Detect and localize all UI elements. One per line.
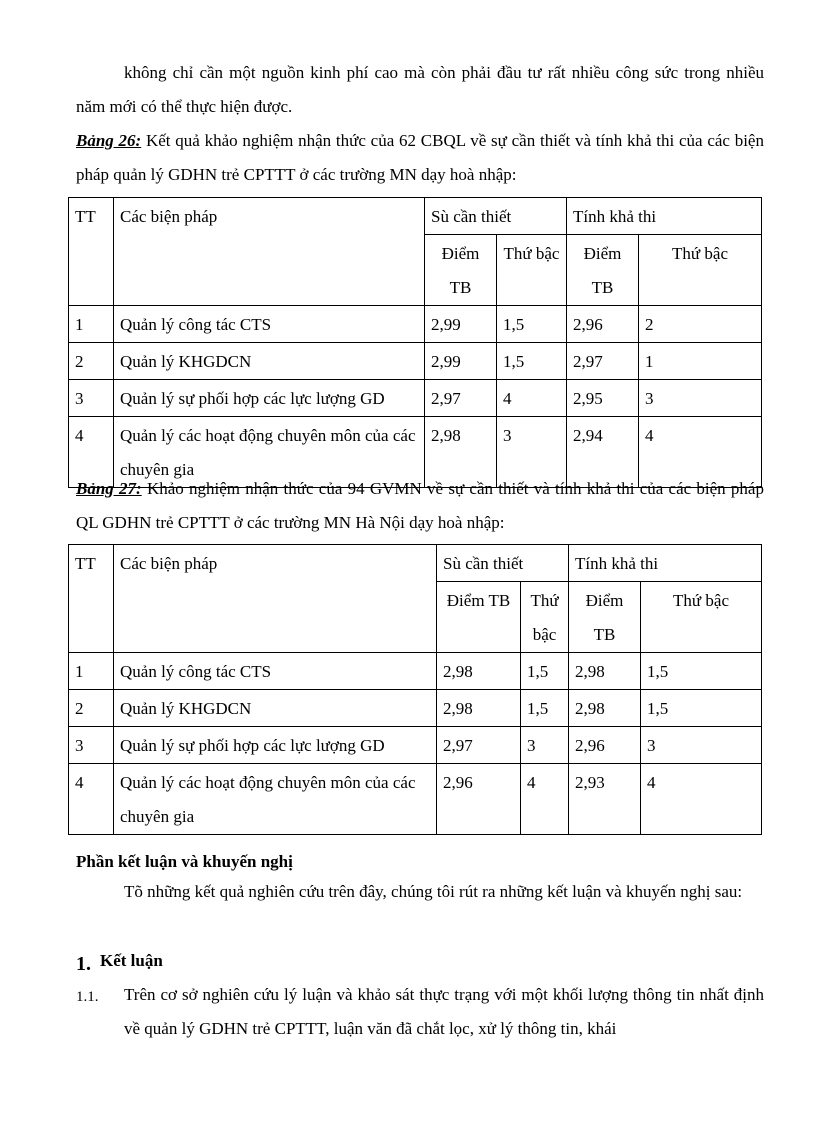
table26-header-feasibility: Tính khả thi (567, 198, 762, 235)
table-cell-rank: 1,5 (641, 653, 762, 690)
table-row (69, 653, 762, 690)
table-cell-rank: 3 (521, 727, 569, 764)
item-number: 1.1. (76, 989, 99, 1005)
table-cell-rank: 1 (639, 343, 762, 380)
table-cell-rank: 3 (497, 417, 567, 488)
table26-header-score2: Điểm TB (567, 235, 639, 306)
table-row (69, 343, 762, 380)
table-row (69, 380, 762, 417)
table27-header-rank1: Thứ bậc (521, 582, 569, 653)
table26 (68, 197, 762, 488)
table-cell-measure: Quản lý các hoạt động chuyên môn của các chuyên gia (114, 764, 437, 835)
table-cell-score: 2,96 (437, 764, 521, 835)
table-cell-score: 2,99 (425, 343, 497, 380)
table-cell-rank: 1,5 (497, 343, 567, 380)
table-cell-score: 2,94 (567, 417, 639, 488)
table-cell-tt: 3 (69, 727, 114, 764)
section-title: Kết luận (100, 951, 163, 970)
table-cell-tt: 1 (69, 306, 114, 343)
table-cell-measure: Quản lý KHGDCN (114, 690, 437, 727)
table-cell-rank: 4 (521, 764, 569, 835)
table-cell-rank: 3 (639, 380, 762, 417)
table-cell-measure: Quản lý KHGDCN (114, 343, 425, 380)
table26-header-rank1: Thứ bậc (497, 235, 567, 306)
table-cell-score: 2,97 (567, 343, 639, 380)
table26-caption-text: Kết quả khảo nghiệm nhận thức của 62 CBQL về sự cần thiết và tính khả thi của các biện pháp quản lý GDHN trẻ CPTTT ở các trường MN dạy hoà nhập: (76, 131, 764, 184)
table27-header-tt: TT (69, 545, 114, 653)
table-cell-rank: 4 (641, 764, 762, 835)
table-cell-tt: 4 (69, 417, 114, 488)
table-cell-score: 2,98 (425, 417, 497, 488)
table27-label: Bảng 27: (76, 479, 142, 498)
table26-header-score1: Điểm TB (425, 235, 497, 306)
table-cell-rank: 4 (639, 417, 762, 488)
table-cell-rank: 1,5 (497, 306, 567, 343)
table27-header-measures: Các biện pháp (114, 545, 437, 653)
conclusion-heading: Phần kết luận và khuyến nghị (76, 852, 293, 871)
intro-paragraph: không chỉ cần một nguồn kinh phí cao mà còn phải đầu tư rất nhiều công sức trong nhiều năm mới có thể thực hiện được. (76, 63, 764, 116)
table27-caption-text: Khảo nghiệm nhận thức của 94 GVMN về sự cần thiết và tính khả thi của các biện pháp QL GDHN trẻ CPTTT ở các trường MN Hà Nội dạy hoà nhập: (76, 479, 764, 532)
table26-header-tt: TT (69, 198, 114, 306)
table27-header-score2: Điểm TB (569, 582, 641, 653)
table-row (69, 764, 762, 835)
table-cell-score: 2,98 (437, 653, 521, 690)
table27-header-score1: Điểm TB (437, 582, 521, 653)
table-cell-tt: 4 (69, 764, 114, 835)
table-cell-tt: 2 (69, 343, 114, 380)
table-row (69, 727, 762, 764)
table26-header-necessity: Sù cần thiết (425, 198, 567, 235)
table-cell-measure: Quản lý các hoạt động chuyên môn của các chuyên gia (114, 417, 425, 488)
table27-caption (76, 472, 764, 540)
table-cell-measure: Quản lý sự phối hợp các lực lượng GD (114, 380, 425, 417)
table-cell-score: 2,98 (569, 690, 641, 727)
table26-label: Bảng 26: (76, 131, 142, 150)
table-cell-rank: 3 (641, 727, 762, 764)
table-cell-measure: Quản lý sự phối hợp các lực lượng GD (114, 727, 437, 764)
table26-caption (76, 124, 764, 192)
section-number: 1. (76, 953, 91, 975)
table-row (69, 690, 762, 727)
table-cell-score: 2,98 (437, 690, 521, 727)
table-cell-score: 2,97 (437, 727, 521, 764)
table-cell-score: 2,95 (567, 380, 639, 417)
table-cell-rank: 1,5 (521, 653, 569, 690)
table-row (69, 306, 762, 343)
table27-header-necessity: Sù cần thiết (437, 545, 569, 582)
table-cell-measure: Quản lý công tác CTS (114, 653, 437, 690)
table-cell-score: 2,96 (569, 727, 641, 764)
table-cell-tt: 1 (69, 653, 114, 690)
item-text: Trên cơ sở nghiên cứu lý luận và khảo sát thực trạng với một khối lượng thông tin nhất định về quản lý GDHN trẻ CPTTT, luận văn đã chắt lọc, xử lý thông tin, khái (124, 985, 764, 1038)
table26-header-rank2: Thứ bậc (639, 235, 762, 306)
table27-header-feasibility: Tính khả thi (569, 545, 762, 582)
table-cell-score: 2,98 (569, 653, 641, 690)
table27-header-rank2: Thứ bậc (641, 582, 762, 653)
table-cell-score: 2,93 (569, 764, 641, 835)
table-cell-tt: 3 (69, 380, 114, 417)
table-cell-score: 2,96 (567, 306, 639, 343)
table26-header-measures: Các biện pháp (114, 198, 425, 306)
table-cell-score: 2,97 (425, 380, 497, 417)
table-cell-tt: 2 (69, 690, 114, 727)
table-cell-rank: 1,5 (641, 690, 762, 727)
table27 (68, 544, 762, 835)
table-cell-score: 2,99 (425, 306, 497, 343)
table-cell-rank: 2 (639, 306, 762, 343)
table-cell-rank: 4 (497, 380, 567, 417)
table-cell-rank: 1,5 (521, 690, 569, 727)
table-cell-measure: Quản lý công tác CTS (114, 306, 425, 343)
conclusion-intro: Tõ những kết quả nghiên cứu trên đây, chúng tôi rút ra những kết luận và khuyến nghị sau: (124, 882, 743, 901)
